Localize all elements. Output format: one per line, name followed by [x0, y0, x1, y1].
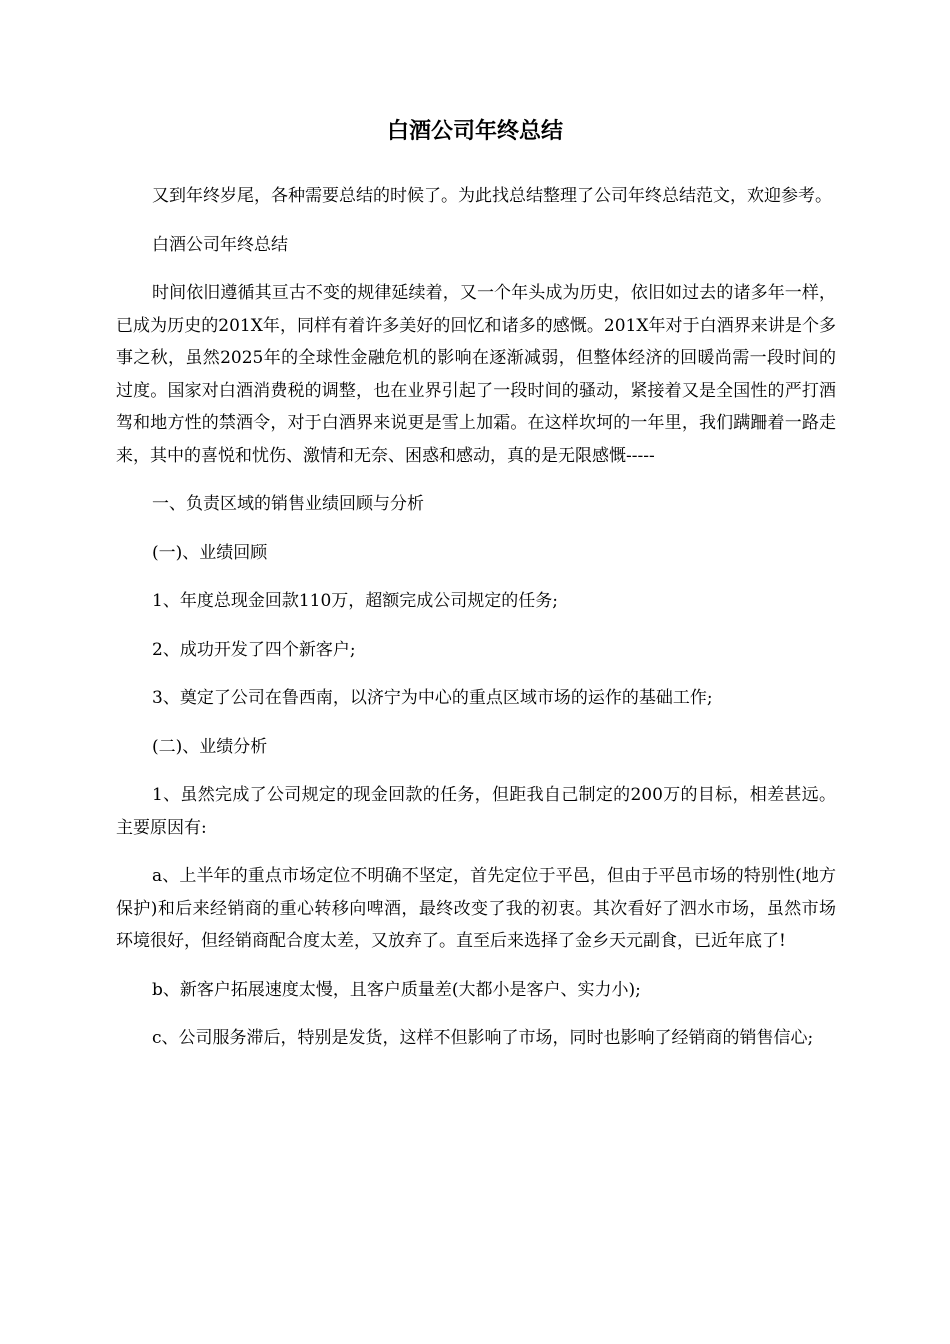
document-body [116, 180, 836, 1071]
list-item: c、公司服务滞后，特别是发货，这样不但影响了市场，同时也影响了经销商的销售信心; [152, 1028, 814, 1048]
subsection-heading-analysis: (二)、业绩分析 [152, 736, 268, 757]
list-item: 3、奠定了公司在鲁西南，以济宁为中心的重点区域市场的运作的基础工作; [152, 688, 713, 708]
list-item: 1、年度总现金回款110万，超额完成公司规定的任务; [152, 591, 558, 611]
list-item: b、新客户拓展速度太慢，且客户质量差(大都小是客户、实力小); [152, 979, 641, 1000]
list-item: a、上半年的重点市场定位不明确不坚定，首先定位于平邑，但由于平邑市场的特别性(地方保护)和后来经销商的重心转移向啤酒，最终改变了我的初衷。其次看好了泗水市场，虽然市场环境很好，但经销商配合度太差，又放弃了。直至后来选择了金乡天元副食，已近年底了! [116, 866, 836, 951]
section-subtitle: 白酒公司年终总结 [152, 234, 288, 255]
list-item: 1、虽然完成了公司规定的现金回款的任务，但距我自己制定的200万的目标，相差甚远。主要原因有: [116, 785, 836, 838]
list-item: 2、成功开发了四个新客户; [152, 639, 356, 660]
subsection-heading-review: (一)、业绩回顾 [152, 542, 268, 563]
section-heading: 一、负责区域的销售业绩回顾与分析 [152, 494, 424, 514]
opening-paragraph: 时间依旧遵循其亘古不变的规律延续着，又一个年头成为历史，依旧如过去的诸多年一样，已成为历史的201X年，同样有着许多美好的回忆和诸多的感慨。201X年对于白酒界来讲是个多事之秋，虽然2025年的全球性金融危机的影响在逐渐减弱，但整体经济的回暖尚需一段时间的过度。国家对白酒消费税的调整，也在业界引起了一段时间的骚动，紧接着又是全国性的严打酒驾和地方性的禁酒令，对于白酒界来说更是雪上加霜。在这样坎坷的一年里，我们蹒跚着一路走来，其中的喜悦和忧伤、激情和无奈、困惑和感动，真的是无限感慨----- [116, 283, 836, 466]
page-title: 白酒公司年终总结 [386, 119, 563, 144]
intro-paragraph: 又到年终岁尾，各种需要总结的时候了。为此找总结整理了公司年终总结范文，欢迎参考。 [152, 186, 832, 206]
